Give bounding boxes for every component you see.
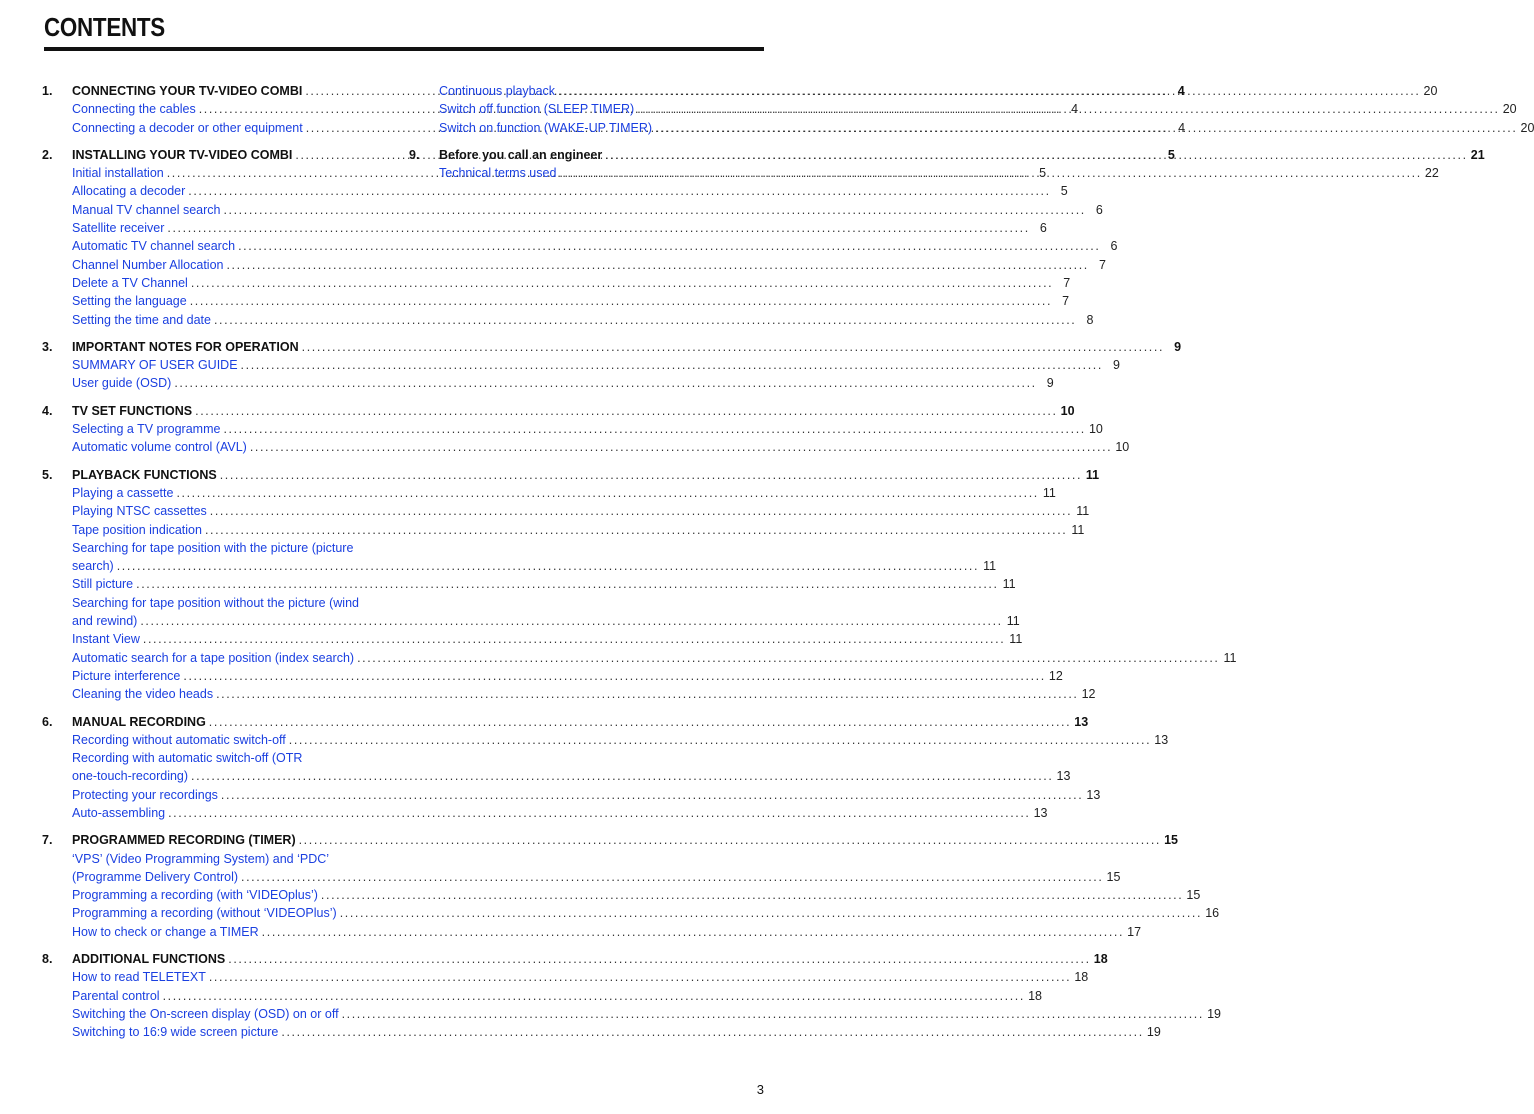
toc-entry[interactable] — [42, 987, 1042, 1005]
toc-entry[interactable] — [42, 886, 1201, 904]
section-heading: Before you call an engineer — [439, 147, 603, 162]
toc-entry[interactable] — [42, 868, 1121, 886]
page-ref: 11 — [1071, 522, 1085, 537]
dot-leader — [205, 521, 1067, 539]
dot-leader — [210, 502, 1072, 520]
page-ref: 7 — [1063, 275, 1071, 290]
toc-heading — [42, 402, 1075, 420]
dot-leader — [605, 146, 1467, 164]
entry-text: Connecting a decoder or other equipment — [72, 120, 303, 135]
page-ref: 11 — [1076, 504, 1090, 519]
entry-text: Tape position indication — [72, 522, 202, 537]
page-ref: 13 — [1074, 714, 1089, 729]
dot-leader — [559, 164, 1421, 182]
entry-text: Playing a cassette — [72, 485, 174, 500]
dot-leader — [117, 557, 979, 575]
dot-leader — [223, 420, 1085, 438]
toc-entry[interactable] — [409, 100, 1517, 118]
toc-section — [42, 402, 1130, 457]
entry-text: SUMMARY OF USER GUIDE — [72, 358, 238, 373]
dot-leader — [558, 82, 1420, 100]
page-ref: 18 — [1074, 970, 1089, 985]
page-ref: 15 — [1164, 833, 1179, 848]
dot-leader — [321, 886, 1183, 904]
page-ref: 6 — [1110, 239, 1118, 254]
entry-text: Delete a TV Channel — [72, 275, 188, 290]
page-ref: 10 — [1088, 422, 1103, 437]
section-heading: CONNECTING YOUR TV-VIDEO COMBI — [72, 84, 303, 98]
page-ref: 11 — [1042, 485, 1056, 500]
dot-leader — [221, 786, 1083, 804]
toc-heading — [42, 950, 1108, 968]
dot-leader — [214, 311, 1076, 329]
toc-entry[interactable] — [42, 420, 1103, 438]
toc-entry[interactable] — [42, 356, 1120, 374]
section-number: 7. — [42, 833, 53, 848]
page-ref: 21 — [1470, 147, 1485, 162]
dot-leader — [342, 1005, 1204, 1023]
section-number: 8. — [42, 952, 53, 967]
entry-text: Cleaning the video heads — [72, 687, 214, 702]
entry-text: ‘VPS’ (Video Programming System) and ‘PDC’ — [72, 851, 330, 866]
dot-leader — [143, 630, 1005, 648]
page-ref: 18 — [1028, 988, 1042, 1003]
section-number: 3. — [42, 339, 53, 354]
entry-text: Setting the language — [72, 294, 187, 309]
entry-text: Manual TV channel search — [72, 202, 221, 217]
page-ref: 20 — [1520, 120, 1534, 135]
entry-text: one-touch-recording) — [72, 769, 189, 784]
dot-leader — [223, 201, 1085, 219]
dot-leader — [183, 667, 1045, 685]
page-ref: 12 — [1048, 668, 1063, 683]
toc-entry[interactable] — [42, 575, 1016, 593]
entry-text: Satellite receiver — [72, 221, 165, 236]
toc-entry[interactable] — [42, 274, 1071, 292]
dot-leader — [262, 923, 1124, 941]
dot-leader — [228, 950, 1090, 968]
toc-entry[interactable] — [42, 182, 1068, 200]
page-ref: 22 — [1424, 166, 1439, 181]
section-heading: ADDITIONAL FUNCTIONS — [72, 952, 226, 967]
entry-text: Parental control — [72, 988, 160, 1003]
section-number: 2. — [42, 147, 53, 162]
toc-entry[interactable] — [42, 484, 1056, 502]
page-ref: 5 — [1039, 166, 1047, 181]
entry-text: Selecting a TV programme — [72, 422, 221, 437]
entry-text: Picture interference — [72, 668, 181, 683]
page-number: 3 — [756, 1082, 764, 1097]
toc-heading — [42, 831, 1179, 849]
dot-leader — [163, 987, 1025, 1005]
dot-leader — [168, 804, 1030, 822]
entry-text: Programming a recording (without ‘VIDEOPlus’) — [72, 906, 337, 921]
toc-entry[interactable] — [42, 667, 1063, 685]
toc-section — [409, 82, 1534, 137]
dot-leader — [191, 274, 1053, 292]
entry-text: Instant View — [72, 632, 140, 647]
entry-text: Channel Number Allocation — [72, 257, 224, 272]
page-ref: 13 — [1056, 769, 1071, 784]
toc-entry[interactable] — [42, 1023, 1161, 1041]
dot-leader — [209, 968, 1071, 986]
toc-entry[interactable] — [42, 731, 1169, 749]
page-ref: 7 — [1062, 294, 1070, 309]
entry-text: Programming a recording (with ‘VIDEOplus’) — [72, 888, 318, 903]
dot-leader — [238, 237, 1100, 255]
entry-text: Recording without automatic switch-off — [72, 732, 286, 747]
page-ref: 10 — [1115, 440, 1130, 455]
toc-right-column — [409, 82, 1534, 191]
dot-leader — [167, 219, 1029, 237]
toc-entry[interactable] — [42, 237, 1118, 255]
toc-entry[interactable] — [42, 594, 398, 612]
toc-entry[interactable] — [409, 82, 1438, 100]
page-ref: 9 — [1113, 358, 1120, 373]
toc-entry[interactable] — [42, 256, 1106, 274]
entry-text: Protecting your recordings — [72, 787, 218, 802]
toc-entry[interactable] — [42, 749, 398, 767]
toc-entry[interactable] — [42, 201, 1103, 219]
entry-text: How to read TELETEXT — [72, 970, 206, 985]
page-ref: 13 — [1086, 787, 1101, 802]
page-ref: 19 — [1207, 1006, 1221, 1021]
dot-leader — [241, 356, 1103, 374]
entry-text: Setting the time and date — [72, 312, 211, 327]
dot-leader — [637, 100, 1499, 118]
toc-section — [42, 466, 1237, 704]
page-ref: 13 — [1154, 732, 1169, 747]
page-title: CONTENTS — [44, 12, 165, 42]
section-number: 5. — [42, 467, 53, 482]
section-heading: IMPORTANT NOTES FOR OPERATION — [72, 339, 299, 354]
page-ref: 5 — [1167, 147, 1175, 162]
page-ref: 11 — [1223, 650, 1237, 665]
dot-leader — [357, 649, 1219, 667]
section-number: 6. — [42, 714, 53, 729]
dot-leader — [195, 402, 1057, 420]
toc-section — [42, 831, 1220, 941]
page-ref: 7 — [1098, 257, 1106, 272]
entry-text: (Programme Delivery Control) — [72, 869, 239, 884]
dot-leader — [289, 731, 1151, 749]
section-number: 1. — [42, 84, 53, 98]
toc-entry[interactable] — [42, 539, 398, 557]
entry-text: Allocating a decoder — [72, 184, 186, 199]
page-ref: 20 — [1502, 102, 1517, 117]
entry-text: Auto-assembling — [72, 805, 166, 820]
toc-heading — [409, 146, 1485, 164]
entry-text: Technical terms used — [439, 166, 557, 181]
entry-text: Continuous playback — [439, 84, 556, 98]
toc-section — [42, 713, 1169, 823]
toc-entry[interactable] — [42, 850, 398, 868]
section-number: 9. — [409, 147, 420, 162]
section-heading: MANUAL RECORDING — [72, 714, 206, 729]
section-heading: TV SET FUNCTIONS — [72, 403, 193, 418]
toc-section — [42, 950, 1221, 1041]
page-ref: 11 — [1006, 614, 1020, 629]
page-ref: 4 — [1177, 84, 1185, 98]
toc-entry[interactable] — [42, 557, 997, 575]
entry-text: Automatic TV channel search — [72, 239, 236, 254]
toc-heading — [42, 713, 1089, 731]
dot-leader — [191, 767, 1053, 785]
entry-text: Connecting the cables — [72, 102, 196, 117]
entry-text: Still picture — [72, 577, 134, 592]
toc-entry[interactable] — [42, 630, 1023, 648]
toc-section — [42, 338, 1182, 393]
page-ref: 9 — [1174, 339, 1182, 354]
entry-text: Searching for tape position with the picture (picture — [72, 540, 354, 555]
entry-text: Initial installation — [72, 166, 164, 181]
entry-text: User guide (OSD) — [72, 376, 172, 391]
dot-leader — [209, 713, 1071, 731]
page-ref: 16 — [1205, 906, 1220, 921]
dot-leader — [302, 338, 1164, 356]
dot-leader — [216, 685, 1078, 703]
toc-entry[interactable] — [42, 502, 1090, 520]
toc-entry[interactable] — [42, 1005, 1221, 1023]
entry-text: Recording with automatic switch-off (OTR — [72, 751, 303, 766]
page-ref: 9 — [1046, 376, 1054, 391]
page-ref: 15 — [1186, 888, 1201, 903]
dot-leader — [241, 868, 1103, 886]
dot-leader — [220, 466, 1082, 484]
toc-entry[interactable] — [42, 219, 1047, 237]
entry-text: Switching the On-screen display (OSD) on or off — [72, 1006, 339, 1021]
section-heading: INSTALLING YOUR TV-VIDEO COMBI — [72, 147, 293, 162]
entry-text: Switch off function (SLEEP TIMER) — [439, 102, 635, 117]
toc-entry[interactable] — [42, 374, 1054, 392]
dot-leader — [340, 904, 1202, 922]
toc-entry[interactable] — [42, 923, 1142, 941]
page-ref: 4 — [1071, 102, 1079, 117]
page-ref: 13 — [1033, 805, 1048, 820]
dot-leader — [299, 831, 1161, 849]
toc-entry[interactable] — [42, 804, 1048, 822]
toc-entry[interactable] — [409, 164, 1439, 182]
toc-entry[interactable] — [42, 968, 1089, 986]
entry-text: and rewind) — [72, 614, 138, 629]
entry-text: Automatic volume control (AVL) — [72, 440, 247, 455]
entry-text: search) — [72, 559, 114, 574]
page-ref: 15 — [1106, 869, 1121, 884]
toc-heading — [42, 338, 1182, 356]
page-ref: 4 — [1178, 120, 1186, 135]
toc-entry[interactable] — [42, 767, 1071, 785]
page-ref: 8 — [1086, 312, 1094, 327]
page-ref: 20 — [1423, 84, 1438, 98]
entry-text: Switching to 16:9 wide screen picture — [72, 1025, 279, 1040]
dot-leader — [250, 438, 1112, 456]
toc-heading — [42, 466, 1100, 484]
toc-entry[interactable] — [42, 612, 1020, 630]
entry-text: Playing NTSC cassettes — [72, 504, 207, 519]
page-ref: 5 — [1060, 184, 1068, 199]
entry-text: Switch on function (WAKE-UP TIMER) — [439, 120, 653, 135]
page-ref: 6 — [1095, 202, 1103, 217]
section-number: 4. — [42, 403, 53, 418]
toc-entry[interactable] — [42, 649, 1237, 667]
entry-text: Searching for tape position without the picture (wind — [72, 595, 359, 610]
section-heading: PLAYBACK FUNCTIONS — [72, 467, 217, 482]
page-ref: 18 — [1093, 952, 1108, 967]
toc-entry[interactable] — [42, 904, 1220, 922]
dot-leader — [190, 292, 1052, 310]
entry-text: Automatic search for a tape position (index search) — [72, 650, 355, 665]
dot-leader — [176, 484, 1038, 502]
title-rule — [44, 47, 764, 51]
page-ref: 12 — [1081, 687, 1096, 702]
page-ref: 17 — [1127, 924, 1142, 939]
page-ref: 11 — [983, 559, 997, 574]
toc-entry[interactable] — [42, 786, 1101, 804]
page-ref: 6 — [1039, 221, 1047, 236]
dot-leader — [655, 119, 1517, 137]
toc-entry[interactable] — [42, 292, 1070, 310]
dot-leader — [281, 1023, 1143, 1041]
toc-entry[interactable] — [42, 438, 1130, 456]
toc-entry[interactable] — [42, 521, 1085, 539]
page-ref: 11 — [1002, 577, 1016, 592]
dot-leader — [226, 256, 1088, 274]
dot-leader — [140, 612, 1002, 630]
dot-leader — [174, 374, 1036, 392]
page-ref: 11 — [1085, 467, 1100, 482]
dot-leader — [136, 575, 998, 593]
page-ref: 10 — [1060, 403, 1075, 418]
toc-entry[interactable] — [409, 119, 1534, 137]
toc-entry[interactable] — [42, 685, 1096, 703]
entry-text: How to check or change a TIMER — [72, 924, 259, 939]
page-ref: 19 — [1146, 1025, 1161, 1040]
toc-entry[interactable] — [42, 311, 1094, 329]
page-ref: 11 — [1009, 632, 1023, 647]
toc-section — [409, 146, 1485, 183]
section-heading: PROGRAMMED RECORDING (TIMER) — [72, 833, 296, 848]
